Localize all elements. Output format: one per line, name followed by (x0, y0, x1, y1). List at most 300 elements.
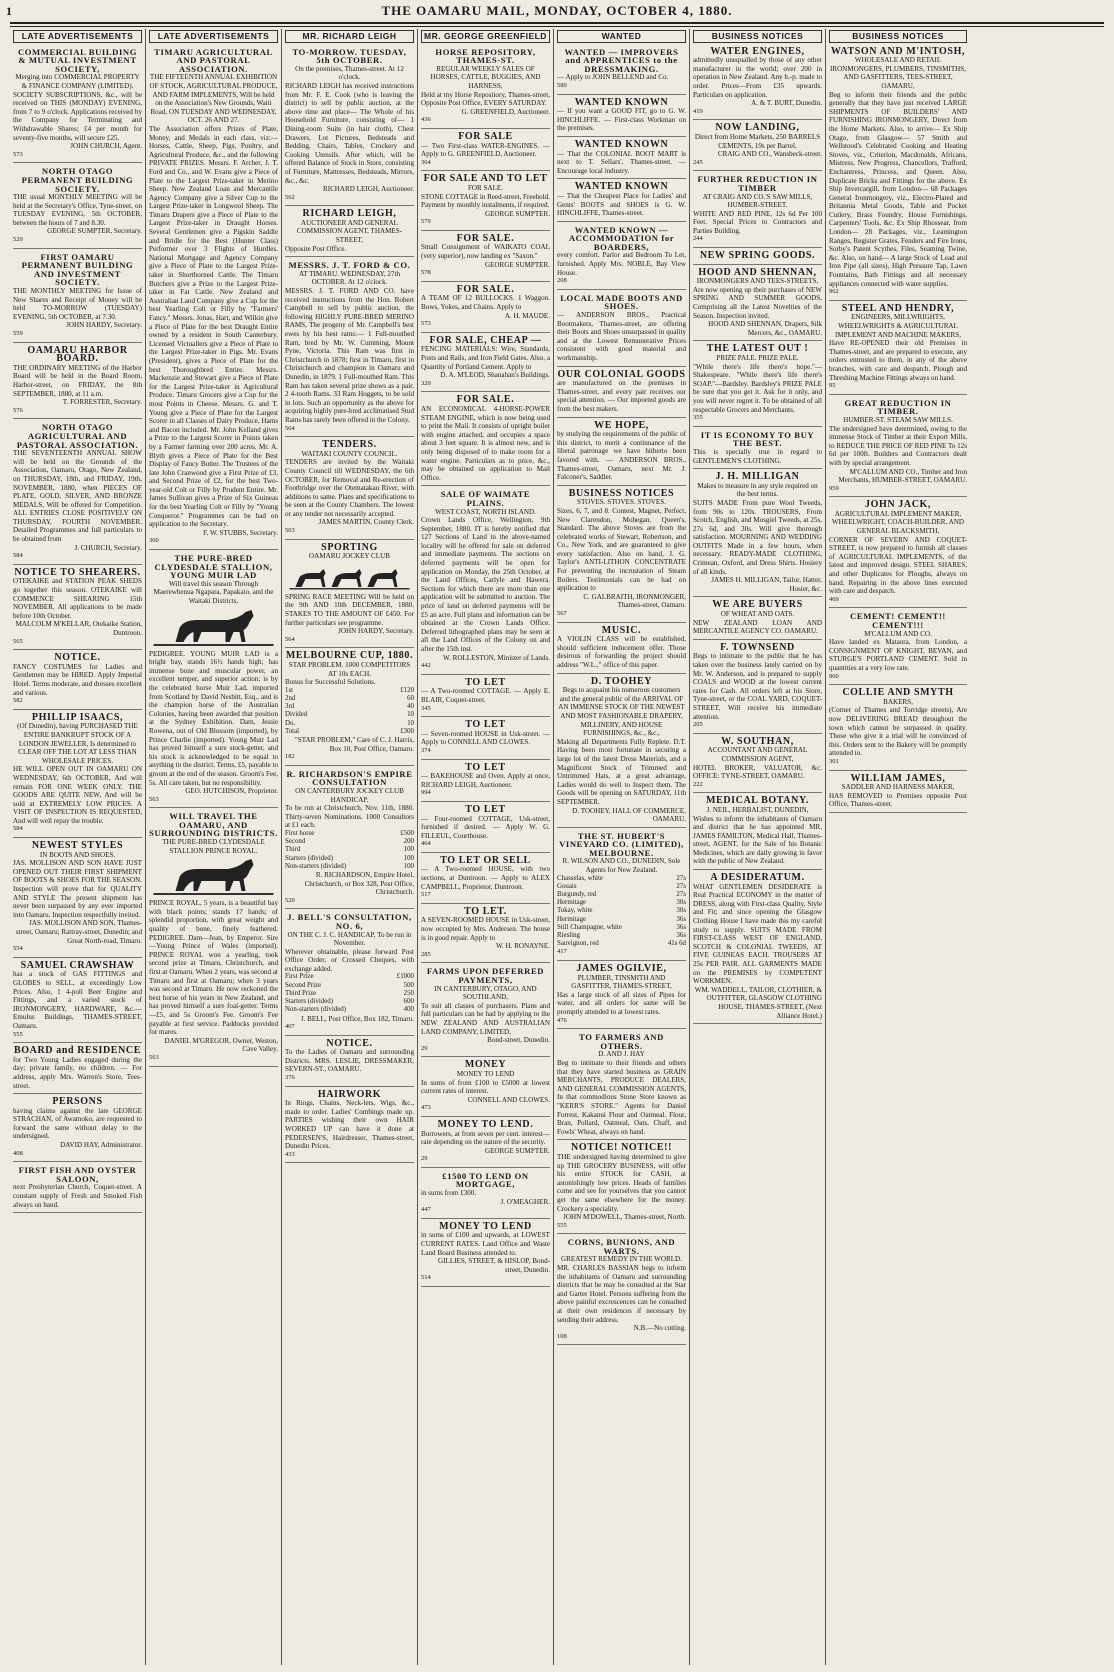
ad-subtitle: THE PURE-BRED CLYDESDALE STALLION PRINCE ROYAL. (162, 838, 265, 855)
ad-signature: T. FORRESTER, Secretary. (62, 398, 142, 407)
ad-title: TO LET (465, 719, 506, 731)
column-6 (690, 29, 826, 1665)
advertisement (421, 965, 550, 1057)
ad-subtitle: SADDLER AND HARNESS MAKER, (841, 783, 955, 792)
column-heading: BUSINESS NOTICES (829, 30, 967, 43)
ad-body: FANCY COSTUMES for Ladies and Gentlemen may be HIRED. Apply Imperial Hotel. Terms moderate, and dresses excellent and various. (13, 662, 142, 697)
advertisement (285, 650, 414, 765)
advertisement (421, 1119, 550, 1168)
ad-signature: Bond-street, Dunedin. (487, 1036, 550, 1045)
ad-title: TO LET (465, 761, 506, 773)
advertisement (693, 267, 822, 342)
advertisement (285, 259, 414, 437)
table-value: £1000 (396, 973, 414, 981)
ad-number: 108 (557, 1332, 567, 1340)
ad-table (285, 687, 414, 736)
ad-body: RICHARD LEIGH has received instructions from Mr. F. E. Cook (who is leaving the district) to sell by public auction, at the above time and place— The Whole of his Household Furniture, consisting of— 1 Dining-room Suite (in hair cloth), Chest Drawers, Lot Pictures, Bedsteads and Bedding, Chairs, Tables, Crockery and Cooking Utensils. After which, will be offered Balance of Stock in Store, consisting of Furniture, Mattresses, Bedsteads, Mirrors, &c., &c. (285, 81, 414, 185)
ad-title: A DESIDERATUM. (710, 872, 805, 884)
advertisement (285, 1038, 414, 1087)
ad-title: MONEY TO LEND (439, 1220, 532, 1232)
ad-title: PHILLIP ISAACS, (31, 711, 124, 723)
ad-number: 962 (829, 288, 839, 296)
advertisement (285, 46, 414, 207)
ad-title: NOTICE! NOTICE!! (571, 1142, 672, 1154)
ad-body: Wherever obtainable, please forward Post Office Order, or Crossed Cheques, with exchange added. (285, 947, 414, 973)
ad-number: 584 (13, 552, 23, 560)
ad-subtitle: BAKERS, (883, 697, 913, 706)
ad-title: THE LATEST OUT ! (706, 343, 809, 355)
ad-table (557, 875, 686, 949)
ad-body: In Rings, Chains, Neck-lets, Wigs, &c., made to order. Ladies' Combings made up. PARTIES wishing their own HAIR WORKED UP can have it done at PEDERSEN'S, Hairdresser, Thames-street, Dunedin Prices. (285, 1099, 414, 1151)
ad-number: 573 (13, 150, 23, 158)
ad-number: 580 (557, 81, 567, 89)
ad-body: — Two First-class WATER-ENGINES. — Apply to G. GREENFIELD, Auctioneer. (421, 141, 550, 159)
ad-title: SPORTING (321, 541, 378, 553)
ad-signature: G. GREENFIELD, Auctioneer. (461, 107, 550, 116)
ad-title: FOR SALE AND TO LET (423, 173, 548, 185)
ad-subtitle: Will travel this season Through Maerewhenua Ngapara, Papakaio, and the Waitaki Districts. (153, 579, 274, 605)
ad-title: MUSIC. (601, 624, 642, 636)
table-row (285, 720, 414, 728)
ad-body: in sums of £100 and upwards, at LOWEST CURRENT RATES. Land Office and Waste Land Board Business attended to. (421, 1231, 550, 1257)
ad-body: by studying the requirements of the public of this district, to merit a continuance of the liberal patronage we have hitherto been favored with. — ANDERSON BROS., Thames-street, Oamaru, next Mr. J. Falconer's, Saddler. (557, 430, 686, 482)
column-heading: MR. GEORGE GREENFIELD (421, 30, 550, 43)
ad-body: next Presbyterian Church, Coquet-street. A constant supply of Fresh and Smoked Fish always on hand. (13, 1183, 142, 1209)
ad-body: Small Consignment of WAIKATO COAL (very superior), now landing ex "Saxon." (421, 243, 550, 261)
ad-body: Held at my Horse Repository, Thames-street, Opposite Post Office, EVERY SATURDAY. (421, 90, 550, 108)
table-row (285, 990, 414, 998)
table-label: Divided (285, 711, 308, 719)
ad-title: FOR SALE. (456, 232, 515, 244)
ad-body: — If you want a GOOD FIT, go to G. W. HINCHLIFFE. — First-class Workman on the premises. (557, 107, 686, 133)
table-row (285, 998, 414, 1006)
ad-title: FARMS UPON DEFERRED PAYMENTS, (426, 966, 545, 985)
advertisement (13, 652, 142, 710)
advertisement (557, 676, 686, 828)
ad-subtitle: HUMBER-ST. STEAM SAW MILLS. (843, 415, 953, 424)
advertisement (13, 421, 142, 565)
table-label: Tokay, white (557, 907, 593, 915)
ad-body: Wishes to inform the inhabitants of Oamaru and district that he has appointed MR. JAMES FAMILTON, Medical Hall, Thames-street, AGENT, for the Sale of his Botanic Medicines, which are daily growing in favor with the public of New Zealand. (693, 814, 822, 866)
ad-subtitle: ENGINEERS, MILLWRIGHTS, WHEELWRIGHTS & AGRICULTURAL IMPLEMENT AND MACHINE MAKERS, (835, 313, 961, 339)
table-value: 40 (407, 703, 414, 711)
table-value: 500 (403, 981, 414, 989)
table-value: 10 (407, 719, 414, 727)
ad-title: WE ARE BUYERS (712, 599, 803, 611)
ad-body: PEDIGREE. YOUNG MUIR LAD is a bright bay, stands 16½ hands high; has immense bone and muscular power, an excellent temper, and superior action; is by the celebrated horse Muir Lad, imported from Scotland by David Nesbitt, Esq., and is the champion horse of the Australian Colonies, having been awarded that position at the Sydney Exhibition. Dam, Jessie Rowena, out of Old Blossom (imported), by Prince Charlie (imported). Young Muir Lad has proved himself a sure stock-getter, and his stock is acknowledged to be equal to anything in the district. Terms, £5, payable to groom at the end of the season. Groom's Fee, 5s. All care taken, but no responsibility. (149, 649, 278, 787)
ad-number: 959 (829, 484, 839, 492)
ad-body: having claims against the late GEORGE STRACHAN, of Awamoko, are requested to forward the same without delay to the undersigned. (13, 1106, 142, 1141)
newspaper-title: THE OAMARU MAIL, MONDAY, OCTOBER 4, 1880. (381, 3, 733, 18)
ad-number: 520 (13, 236, 23, 244)
ad-title: WE HOPE, (594, 419, 649, 431)
ad-body: Beg to intimate to their friends and others that they have started business as GRAIN MERCHANTS, PRODUCE DEALERS, AND GENERAL COMMISSION AGENTS, In that commodious Stone Store known as "KERR'S STORE." Agents for Daniel Forrest, Kakanui Flour and Oatmeal. Flour, Bran, Pollard, Oatmeal, Oats, Chaff, and Fowls' Wheat, always on hand. (557, 1059, 686, 1136)
ad-subtitle: OF WHEAT AND OATS. (720, 610, 795, 619)
table-row (557, 891, 686, 899)
ad-body: for Two Young Ladies engaged during the day; private family, no children. — For address, apply Mrs. Warren's Store, Tees-street. (13, 1055, 142, 1090)
ad-title: WILLIAM JAMES, (850, 772, 946, 784)
column-heading: BUSINESS NOTICES (693, 30, 822, 43)
ad-number: 364 (421, 158, 431, 166)
advertisement (149, 46, 278, 550)
table-label: Third (285, 846, 301, 854)
advertisement (421, 284, 550, 333)
ad-signature: JOHN HARDY, Secretary. (338, 627, 414, 636)
ad-signature: DAVID HAY, Administrator. (60, 1141, 142, 1150)
ad-signature: JAMES H. MILLIGAN, Tailor, Hatter, Hosier, &c. (711, 576, 822, 593)
column-heading: MR. RICHARD LEIGH (285, 30, 414, 43)
table-row (557, 907, 686, 915)
ad-body: WHAT GENTLEMEN DESIDERATE is Real Practical ECONOMY in the matter of DRESS, along with First-class Quality, Style and Fit; and since opening the Glasgow Clothing House I have made this my careful study to supply. SUITS MADE FROM FIRST-CLASS WEST OF ENGLAND, SCOTCH & COLONIAL TWEEDS, AT FIVE GUINEAS EACH. TROUSERS AT 25s PER PAIR. ALL GARMENTS MADE on the PREMISES by COMPETENT WORKMEN. (693, 882, 822, 986)
ad-signature: GEORGE SUMPTER. (484, 260, 550, 269)
advertisement (829, 46, 967, 301)
ad-signature: D. A. M'LEOD, Shanahan's Buildings. (440, 371, 550, 380)
ad-title: STEEL AND HENDRY, (841, 302, 955, 314)
advertisement (421, 394, 550, 486)
ad-signature: A. & T. BURT, Dunedin. (751, 99, 822, 108)
ad-number: 578 (421, 269, 431, 277)
table-row (285, 711, 414, 719)
ad-title: JAMES OGILVIE, (576, 963, 667, 975)
advertisement (693, 736, 822, 794)
advertisement (693, 795, 822, 870)
ad-subtitle: AT TIMARU. WEDNESDAY, 27th OCTOBER. At 12 o'clock. (298, 269, 401, 287)
ad-body: — BAKEHOUSE and Oven. Apply at once, RICHARD LEIGH, Auctioneer. (421, 772, 550, 789)
ad-number: 564 (285, 424, 295, 432)
table-row (557, 932, 686, 940)
advertisement (421, 233, 550, 282)
ad-signature: DANIEL M'GREGOR, Owner, Weston, Cave Valley. (164, 1036, 278, 1054)
column-3 (282, 29, 418, 1665)
ad-title: THE ST. HUBERT'S VINEYARD CO. (LIMITED), MELBOURNE. (559, 830, 684, 858)
ad-title: NEWEST STYLES (31, 840, 124, 852)
table-value: 10 (407, 711, 414, 719)
ad-subtitle: MONEY TO LEND (456, 1069, 515, 1078)
ad-body: HAS REMOVED to Premises opposite Post Office, Thames-street. (829, 791, 967, 809)
ad-title: J. BELL'S CONSULTATION, NO. 6, (287, 912, 412, 931)
column-4 (418, 29, 554, 1665)
ad-subtitle: FOR SALE. (467, 183, 504, 192)
ad-number: 562 (285, 193, 295, 201)
table-row (557, 924, 686, 932)
advertisement (693, 343, 822, 426)
ad-subtitle: Direct from Home Markets, 250 BARRELS CEMENTS, 19s per Barrel. (694, 132, 821, 150)
page-number: 1 (6, 4, 13, 18)
ad-title: JOHN JACK, (865, 499, 931, 511)
ad-body: To suit all classes of purchasers. Plans and full particulars can be had by applying to the NEW ZEALAND AND AUSTRALIAN LAND COMPANY, LIMITED, (421, 1001, 550, 1036)
ad-signature: GEO. HUTCHISON, Proprietor. (185, 787, 278, 796)
advertisement (13, 46, 142, 164)
ad-title: FOR SALE, CHEAP — (429, 334, 542, 346)
ad-subtitle: ON THE C. J. C. HANDICAP, To be run in November. (287, 930, 412, 948)
advertisement (285, 439, 414, 540)
ad-body: AN ECONOMICAL 4-HORSE-POWER STEAM ENGINE, which is now being used to print the Mail. It consists of upright boiler with engine attached, and occupies a space about 3 feet square. It is almost new, and is only being disposed of to make room for a water engine. Particulars as to price, &c., may be obtained on application to Mail Office. (421, 404, 550, 482)
ad-body: THE MONTHLY MEETING for Issue of New Shares and Receipt of Money will be held TO-MORROW (TUESDAY) EVENING, 5th OCTOBER, at 7.30. (13, 287, 142, 321)
ad-number: 442 (421, 662, 431, 670)
advertisement (285, 542, 414, 649)
table-label: 1st (285, 686, 294, 694)
ad-title: WANTED — IMPROVERS and APPRENTICES to the DRESSMAKING. (564, 46, 679, 74)
advertisement (693, 599, 822, 639)
ad-subtitle: J. NEIL, HERBALIST, DUNEDIN, (706, 805, 809, 814)
advertisement (421, 855, 550, 904)
ad-body: — That the Cheapest Place for Ladies' and Gents' BOOTS and SHOES is G. W. HINCHLIFFE, Thames-street. (557, 191, 686, 218)
table-label: Total (285, 727, 300, 735)
ad-number: 29 (421, 1044, 428, 1052)
ad-signature: W. H. RONAYNE. (495, 942, 550, 951)
table-row (557, 875, 686, 883)
table-label: Third Prize (285, 989, 317, 997)
ad-body: "While there's life there's hope."—Shakespeare. "While there's life there's SOAP."—Bardsley. Bardsley's PRIZE PALE be sure that you get it. Ask for it only, and you will never regret it. To be obtained of all respectable Grocers and Merchants. (693, 362, 822, 414)
ad-title: SAMUEL CRAWSHAW (20, 959, 135, 971)
ad-title: J. H. MILLIGAN (715, 471, 800, 483)
ad-number: 285 (421, 950, 431, 958)
table-value: 36s (676, 932, 686, 940)
ad-title: LOCAL MADE BOOTS AND SHOES. (560, 292, 683, 312)
ad-number: 563 (149, 795, 159, 803)
ad-body: THE usual MONTHLY MEETING will be held at the Secretary's Office, Tyne-street, on TUESDAY EVENING, 5th OCTOBER, between the hours of 7 and 8.30. (13, 193, 142, 227)
table-row (285, 982, 414, 990)
table-label: Gouais (557, 882, 577, 890)
ad-body: SOCIETY SUBSCRIPTIONS, &c., will be received on THIS (MONDAY) EVENING, from 7 to 9 o'clock. Applications received by the Company for Terminating and Withdrawable Shares; £4 per month for seventy-five months, will secure £25. (13, 90, 142, 142)
table-value: 60 (407, 694, 414, 702)
ad-title: F. TOWNSEND (720, 641, 795, 653)
ad-subtitle: Merging into COMMERCIAL PROPERTY & FINANCE COMPANY (LIMITED). (15, 73, 140, 90)
ad-body: THE ORDINARY MEETING of the Harbor Board will be held in the Board Room, Harbor-street, on FRIDAY, the 8th SEPTEMBER, 1880, at 11 a.m. (13, 363, 142, 398)
table-row (285, 838, 414, 846)
ad-subtitle: IN BOOTS AND SHOES. (39, 850, 116, 859)
table-label: Hermitage (557, 899, 587, 907)
ad-signature: J. O'MEAGHER. (500, 1197, 550, 1206)
advertisement (557, 292, 686, 367)
ad-number: 301 (829, 757, 839, 765)
advertisement (13, 165, 142, 248)
ad-title: TO LET. (464, 905, 507, 917)
ad-number: 565 (13, 637, 23, 645)
ad-number: 573 (421, 320, 431, 328)
advertisement (421, 46, 550, 129)
ad-title: NORTH OTAGO AGRICULTURAL AND PASTORAL ASSOCIATION. (16, 422, 139, 450)
ad-title: MONEY TO LEND. (437, 1118, 534, 1130)
ad-title: WANTED KNOWN (574, 96, 669, 108)
masthead-rule (10, 22, 1104, 27)
ad-title: MONEY (464, 1059, 507, 1071)
advertisement (421, 173, 550, 231)
advertisement (829, 397, 967, 498)
ad-body: Has a large stock of all sizes of Pipes for water, and all orders for same will be promptly attended to at lowest rates. (557, 990, 686, 1017)
table-label: Starters (divided) (285, 854, 334, 862)
advertisement (693, 471, 822, 597)
ad-body: Making all Departments Fully Replete. D.T. Having been most fortunate in securing a large lot of the latest Dress Materials, and a Magnificent Stock of Trimmed and Untrimmed Hats, at a great advantage, Ladies would do well to Inspect them. The Goods will be opening on SATURDAY, 11th SEPTEMBER. (557, 737, 686, 806)
table-label: First Prize (285, 973, 314, 981)
table-row (285, 973, 414, 981)
advertisement (693, 429, 822, 469)
advertisement (149, 552, 278, 808)
table-row (285, 695, 414, 703)
column-2 (146, 29, 282, 1665)
ad-number: 469 (829, 595, 839, 603)
table-label: 3rd (285, 703, 295, 711)
ad-subtitle: AT CRAIG AND CO.'S SAW MILLS, HUMBER-STREET. (702, 192, 813, 210)
ad-signature: CONNELL AND CLOWES. (467, 1095, 550, 1104)
ad-body: — Four-roomed COTTAGE, Usk-street, furnished if desired. — Apply W. G. FILLEUL, Courthouse. (421, 814, 550, 840)
ad-number: 514 (421, 1274, 431, 1282)
ad-number: 376 (285, 1074, 295, 1082)
ad-subtitle: PLUMBER, TINSMITH AND GASFITTER, THAMES-STREET, (571, 973, 672, 991)
ad-body: Opposite Post Office. (285, 244, 347, 253)
ad-body: has a stock of GAS FITTINGS and GLOBES to SELL, at exceedingly Low Prices. Also, 1 4-poll Beer Engine and Fittings, and a varied stock of IRONMONGERY, HARDWARE, &c.—Emulus Buildings, THAMES-STREET, Oamaru. (13, 970, 142, 1030)
ad-title: FOR SALE. (456, 394, 515, 406)
ad-number: 559 (13, 330, 23, 337)
column-heading: WANTED (557, 30, 686, 43)
advertisement (421, 906, 550, 964)
advertisement (421, 804, 550, 853)
ad-body: Beg to inform their friends and the public generally that they have just received LARGE SHIPMENTS OF BUILDERS' AND FURNISHING IRONMONGERY, Direct from the Home Markets. Also, to arrive— Ex Ship Otago, from Glasgow— 57 Smith and Wellstood's Celebrated Cooking and Heating Stoves, viz., Criterion, Macdonalds, Africans, Mistress, New Progress, Chancellors, Trafford, Enchantress, Princess, and Queen. Also, Duplicate Bricks and Fittings for the above. Ex Ship Invercargill, from London— 68 Packages General Ironmongery, viz., Electro-Plated and Britannia Metal Goods, Table and Pocket Cutlery, Brass Foundry, House Furnishings, Carpenters' Tools, &c. Ex Ship Rhossear, from London— 28 Packages, viz., Leamington Ranges, Register Grates, Fenders and Fire Irons, Sorby's Patent Scythes, Files, Seaming Twine, &c. Also, on hand— A large Stock of Lead and Iron Pipe (all sizes), High Pressure Tap, Lawn Fountains, Bath Fittings and all necessary appliances connected with water supplies. (829, 90, 967, 288)
ad-number: 476 (557, 1016, 567, 1024)
ad-body: — Apply to JOHN BELLEND and Co. (557, 73, 669, 82)
ad-body: This is specially true in regard to GENTLEMEN'S CLOTHING. (693, 447, 822, 465)
ad-signature: GILLIES, STREET, & HISLOP, Bond-street, Dunedin. (438, 1257, 550, 1274)
ad-signature: "STAR PROBLEM," Care of C. J. Harris, Box 10, Post Office, Oamaru. (294, 736, 414, 753)
table-label: Non-starters (divided) (285, 862, 347, 870)
table-row (285, 1006, 414, 1014)
table-value: 36s (676, 923, 686, 931)
advertisement (421, 677, 550, 717)
ad-subtitle: OAMARU JOCKEY CLUB (309, 552, 390, 561)
ad-body: A VIOLIN CLASS will be established, should sufficient inducement offer. Those desirous of forwarding the project should address "W.L.," office of this paper. (557, 635, 686, 669)
ad-number: 433 (285, 1150, 295, 1158)
table-label: Riesling (557, 932, 580, 940)
advertisement (693, 250, 822, 265)
ad-number: 29 (421, 1155, 428, 1163)
ad-title: OAMARU HARBOR BOARD. (27, 344, 128, 365)
ad-subtitle: PRIZE PALE. PRIZE PALE. (716, 354, 799, 362)
table-value: 600 (403, 998, 414, 1006)
ad-number: 503 (285, 527, 295, 535)
table-label: Sauvignon, red (557, 940, 599, 948)
ad-title: WANTED KNOWN — ACCOMMODATION for BOARDERS, (568, 224, 675, 252)
ad-signature: N.B.—No cutting. (633, 1324, 686, 1333)
advertisement (557, 1142, 686, 1234)
ad-title: HORSE REPOSITORY, THAMES-ST. (435, 46, 536, 66)
ad-signature: HOOD AND SHENNAN, Drapers, Silk Mercers, &c., OAMARU. (708, 320, 822, 337)
ad-body: The undersigned have determined, owing to the immense Stock of Timber at their Export Mills, to REDUCE THE PRICE OF RED PINE To 12s 6d per 100ft. Builders and Contractors dealt with by special arrangement. (829, 424, 967, 467)
table-row (285, 846, 414, 854)
table-value: £300 (400, 727, 414, 735)
ad-number: 960 (829, 672, 839, 680)
ad-body: (Corner of Thames and Torridge streets), Are now DELIVERING BREAD throughout the town which cannot be surpassed in quality. Those who give it a trial will be convinced of this. Orders sent to the Bakery will be promptly attended to. (829, 706, 967, 758)
ad-title: MEDICAL BOTANY. (706, 795, 809, 807)
advertisement (13, 1164, 142, 1213)
table-value: 200 (403, 838, 414, 846)
advertisement (285, 1089, 414, 1164)
ad-signature: JOHN HARDY, Secretary. (66, 321, 142, 330)
ad-body: SPRING RACE MEETING Will be held on the 9th AND 10th DECEMBER, 1880. STAKES TO THE AMOUNT OF £450. For further particulars see programme. (285, 592, 414, 627)
ad-number: 360 (149, 537, 159, 545)
ad-subtitle: AUCTIONEER AND GENERAL COMMISSION AGENT, THAMES-STREET, (296, 218, 403, 245)
ad-signature: R. RICHARDSON, Empire Hotel, Christchurch, or Box 328, Post Office, Christchurch. (304, 870, 414, 897)
ad-title: FIRST FISH AND OYSTER SALOON, (18, 1165, 137, 1184)
ad-title: CORNS, BUNIONS, AND WARTS. (567, 1237, 676, 1256)
advertisement (13, 712, 142, 838)
ad-title: RICHARD LEIGH, (302, 208, 397, 220)
ad-title: NOTICE TO SHEARERS. (14, 566, 141, 578)
ad-subtitle: On the premises, Thames-street. At 12 o'clock. (295, 64, 404, 82)
ad-body: A SEVEN-ROOMED HOUSE in Usk-street, now occupied by Mrs. Andersen. The house is in good repair. Apply to (421, 916, 550, 942)
table-label: Chasselas, white (557, 874, 603, 882)
advertisement (693, 642, 822, 734)
ad-body: The Association offers Prizes of Plate, Money, and Medals in each class, viz:— Horses, Cattle, Sheep, Pigs, Poultry, and Agricultural Produce, &c., and the following PRIVATE PRIZES. Messrs. F. Archer, J. T. Ford and Co., and W. Evans give a Piece of Plate to the Largest Prize-taker in Merino Sheep. New Zealand Loan and Mercantile Agency Company give a Silver Cup to the Largest Prize-taker in Longwool Sheep. The Timaru Drapers give a Piece of Plate to the Largest Prize-taker in Draught Horses. Several Gentlemen give a Pigskin Saddle and Bridle for the Best (Hunter Class) Performer over 3 Flights of Hurdles. National Mortgage and Agency Company give a Piece of Plate to the Largest Prize-taker in Shorthorned Cattle. The Timaru Butchers give a Prize to the Largest Prize-taker in Fat Cattle. New Zealand and Australian Land Company give a Cup for the best Yearling Colt or Filly by "Farmers' Fancy." Messrs. Jonas, Hart, and Wilkin give a Piece of Plate for the best Draught Entire owned by a resident in South Canterbury. Licensed Victuallers give a Piece of Plate to the Largest Prize-taker in Pigs. Mr. Evans (President), gives a Piece of Plate for the best Thoroughbred Entire. Messrs. Mackenzie and Stewart give a Piece of Plate for the Largest Prize-taker in Agricultural Produce. Timaru Grocers give a Cup for the most Points in Cheese. Messrs. G. and T. Young give a Piece of Plate for the Largest Scorer in all Classes of Dairy Produce, Hams and Bacon included. Mr. John Kelland gives a Prize to the Largest Scorer in Points taken by a Farmer farming over 200 acres. Mr. A. Blyth gives a Piece of Plate for the Best Display of Fancy Butter. The Trustees of the late John Cranwood give a First Prize of £3, and Second Prize of £2, for the best Two-year-old Colt or Filly by Prudent Entire. Mr. James Sullivan gives a Prize of Six Guineas for the best Yearling Colt or Filly by "Young Conqueror." Programmes can be had on application to the Secretary. (149, 124, 278, 529)
advertisement (557, 963, 686, 1029)
racing-illustration (285, 563, 414, 591)
ad-title: TO-MORROW. TUESDAY, 5th OCTOBER. (292, 46, 407, 66)
newspaper-columns (10, 29, 1106, 1665)
ad-body: Begs to intimate to the public that he has taken over the business lately carried on by Mr. W. Anderson, and is prepared to supply COALS and WOOD at the lowest current rates for Cash. All orders left at his Store, Tyne-street, or the COAL YARD, COQUET-STREET, Will receive his immediate attention. (693, 652, 822, 721)
ad-number: 582 (13, 697, 23, 705)
ad-title: TIMARU AGRICULTURAL AND PASTORAL ASSOCIATION. (154, 46, 273, 74)
ad-subtitle: WEST COAST, NORTH ISLAND. (435, 507, 536, 516)
ad-number: 95 (829, 382, 836, 390)
ad-title: BUSINESS NOTICES (568, 487, 675, 499)
ad-body: CORNER OF SEVERN AND COQUET-STREET, is now prepared to furnish all classes of AGRICULTURAL IMPLEMENTS, of the latest and improved design. STEEL SHARES, and other Duplicates for Ploughs, always on hand. Repairing in the above lines executed with care and despatch. (829, 535, 967, 596)
column-heading: LATE ADVERTISEMENTS (13, 30, 142, 43)
table-row (285, 703, 414, 711)
ad-signature: C. GALBRAITH, IRONMONGER, Thames-street, Oamaru. (583, 592, 686, 610)
table-row (557, 916, 686, 924)
ad-table (285, 830, 414, 871)
ad-subtitle: M'CALLUM AND CO. (864, 629, 932, 638)
advertisement (421, 131, 550, 171)
ad-title: £1500 TO LEND ON MORTGAGE, (442, 1170, 529, 1190)
ad-number: 320 (421, 379, 431, 387)
ad-subtitle: IN CANTERBURY, OTAGO, AND SOUTHLAND, (434, 984, 537, 1002)
ad-subtitle: THE FIFTEENTH ANNUAL EXHIBITION OF STOCK, AGRICULTURAL PRODUCE, AND FARM IMPLEMENTS, Will be held on the Association's New Grounds, Waiti Road, ON TUESDAY AND WEDNESDAY, OCT. 26 AND 27. (149, 73, 278, 125)
ad-body: Crown Lands Office, Wellington, 9th September, 1880. IT is hereby notified that 127 Sections of Land in the above-named locality will be offered for sale on deferred and immediate payments. The sections on deferred payments will be open for application on Monday, the 25th October, at the Land Offices, Carlyle and Hawera. Sections for which there are more than one application will be submitted to auction. The price of land on deferred payments will be £5 an acre. Full plans and information can be obtained at the Crown Lands Office. Deferred lithographed plans may be seen at all the Land Offices of the Colony on and after the 15th inst. (421, 516, 550, 653)
ad-signature: CRAIG AND CO., Wansbeck-street. (717, 150, 822, 159)
ad-title: MESSRS. J. T. FORD & CO. (288, 260, 411, 271)
ad-number: 520 (285, 896, 295, 904)
ad-title: PERSONS (52, 1096, 103, 1108)
advertisement (557, 369, 686, 418)
advertisement (557, 830, 686, 961)
ad-title: TO LET (465, 803, 506, 815)
ad-signature: JOHN M'DOWELL, Thames-street, North. (563, 1213, 686, 1222)
ad-title: TO LET (465, 676, 506, 688)
advertisement (829, 303, 967, 395)
ad-body: STONE COTTAGE in Reed-street, Freehold. Payment by monthly instalments, if required. (421, 192, 550, 210)
advertisement (285, 768, 414, 910)
ad-body: SUITS MADE From pure Wool Tweeds, from 90s to 120s. TROUSERS, From Scotch, English, and Mosgiel Tweeds, at 25s, 27s 6d, and 30s. Will give thorough satisfaction. MOURNING AND WEDDING OUTFITS Made in a few hours, when necessary. READY-MADE CLOTHING, Crimean, Oxford, and Dress Shirts. Hosiery of all kinds. (693, 498, 822, 576)
advertisement (13, 567, 142, 650)
ad-number: 563 (149, 1053, 159, 1061)
ad-signature: D. TOOHEY, HALL OF COMMERCE, OAMARU. (572, 806, 686, 824)
ad-body: Are now opening up their purchases of NEW SPRING AND SUMMER GOODS, Comprising all the Latest Novelties of the Season. Inspection invited. (693, 285, 822, 320)
table-label: Starters (divided) (285, 998, 334, 1006)
advertisement (693, 173, 822, 248)
table-value: 100 (403, 854, 414, 862)
table-label: First horse (285, 829, 315, 837)
table-label: 2nd (285, 694, 296, 702)
ad-signature: GEORGE SUMPTER, Secretary. (47, 227, 142, 236)
advertisement (421, 1221, 550, 1287)
ad-subtitle: IRONMONGERS AND TEES-STREETS, (696, 277, 819, 286)
horse-illustration (149, 608, 278, 648)
ad-signature: W. ROLLESTON, Minister of Lands. (443, 653, 550, 662)
ad-number: 345 (421, 704, 431, 712)
ad-number: 464 (421, 840, 431, 848)
ad-subtitle: Begs to acquaint his numerous customers and the general public of the ARRIVAL OF AN IMMENSE STOCK OF THE NEWEST AND MOST FASHIONABLE DRAPERY, MILLINERY, AND HOUSE FURNISHINGS, &c., &c., (558, 686, 685, 738)
ad-number: 205 (693, 721, 703, 729)
